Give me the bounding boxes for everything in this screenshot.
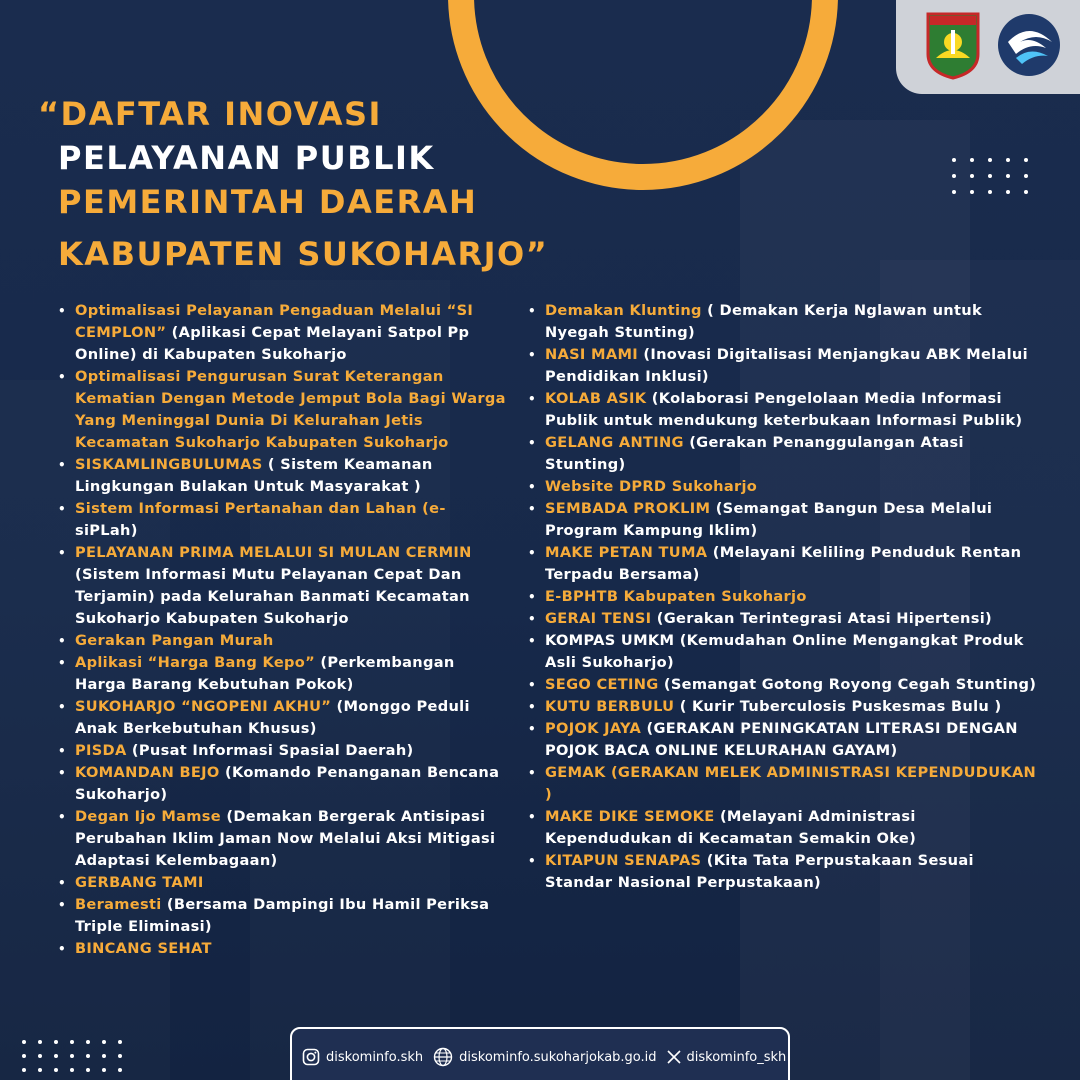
list-item: • SEGO CETING (Semangat Gotong Royong Cegah Stunting) [528, 674, 1038, 696]
list-item: • KOLAB ASIK (Kolaborasi Pengelolaan Media Informasi Publik untuk mendukung keterbukaan Informasi Publik) [528, 388, 1038, 432]
list-item: • SEMBADA PROKLIM (Semangat Bangun Desa Melalui Program Kampung Iklim) [528, 498, 1038, 542]
website-url: diskominfo.sukoharjokab.go.id [459, 1049, 657, 1065]
list-item: • KOMANDAN BEJO (Komando Penanganan Bencana Sukoharjo) [58, 762, 508, 806]
page-title [38, 92, 548, 276]
list-item: • PELAYANAN PRIMA MELALUI SI MULAN CERMIN (Sistem Informasi Mutu Pelayanan Cepat Dan Terjamin) pada Kelurahan Banmati Kecamatan Sukoharjo Kabupaten Sukoharjo [58, 542, 508, 630]
list-item: • KITAPUN SENAPAS (Kita Tata Perpustakaan Sesuai Standar Nasional Perpustakaan) [528, 850, 1038, 894]
list-item: • KUTU BERBULU ( Kurir Tuberculosis Puskesmas Bulu ) [528, 696, 1038, 718]
list-item: • SUKOHARJO “NGOPENI AKHU” (Monggo Peduli Anak Berkebutuhan Khusus) [58, 696, 508, 740]
list-item: • GERBANG TAMI [58, 872, 508, 894]
list-item: • Beramesti (Bersama Dampingi Ibu Hamil Periksa Triple Eliminasi) [58, 894, 508, 938]
list-item: • BINCANG SEHAT [58, 938, 508, 960]
list-item: • MAKE PETAN TUMA (Melayani Keliling Penduduk Rentan Terpadu Bersama) [528, 542, 1038, 586]
title-line-4: KABUPATEN SUKOHARJO” [58, 235, 549, 273]
list-item: • MAKE DIKE SEMOKE (Melayani Administrasi Kependudukan di Kecamatan Semakin Oke) [528, 806, 1038, 850]
innovation-list-left [58, 300, 508, 960]
logo-panel [896, 0, 1080, 94]
list-item: • Aplikasi “Harga Bang Kepo” (Perkembangan Harga Barang Kebutuhan Pokok) [58, 652, 508, 696]
x-icon [667, 1050, 681, 1064]
sukoharjo-crest-logo [926, 12, 980, 80]
list-item: • Sistem Informasi Pertanahan dan Lahan (e-siPLah) [58, 498, 508, 542]
list-item: • Optimalisasi Pelayanan Pengaduan Melalui “SI CEMPLON” (Aplikasi Cepat Melayani Satpol Pp Online) di Kabupaten Sukoharjo [58, 300, 508, 366]
list-item: • GERAI TENSI (Gerakan Terintegrasi Atasi Hipertensi) [528, 608, 1038, 630]
list-item: • NASI MAMI (Inovasi Digitalisasi Menjangkau ABK Melalui Pendidikan Inklusi) [528, 344, 1038, 388]
list-item: • Demakan Klunting ( Demakan Kerja Nglawan untuk Nyegah Stunting) [528, 300, 1038, 344]
decorative-dots-top-right [952, 158, 1028, 194]
title-line-2: PELAYANAN PUBLIK [58, 139, 435, 177]
website-link[interactable] [433, 1047, 656, 1067]
decorative-dots-bottom-left [22, 1040, 122, 1072]
list-item: • Optimalisasi Pengurusan Surat Keterangan Kematian Dengan Metode Jemput Bola Bagi Warga Yang Meninggal Dunia Di Kelurahan Jetis Kecamatan Sukoharjo Kabupaten Sukoharjo [58, 366, 508, 454]
kominfo-logo [996, 12, 1062, 78]
list-item: • E-BPHTB Kabupaten Sukoharjo [528, 586, 1038, 608]
instagram-link[interactable] [302, 1048, 423, 1066]
list-item: • PISDA (Pusat Informasi Spasial Daerah) [58, 740, 508, 762]
list-item: • POJOK JAYA (GERAKAN PENINGKATAN LITERASI DENGAN POJOK BACA ONLINE KELURAHAN GAYAM) [528, 718, 1038, 762]
title-line-3: PEMERINTAH DAERAH [58, 183, 478, 221]
list-item: • Gerakan Pangan Murah [58, 630, 508, 652]
title-line-1: “DAFTAR INOVASI [38, 95, 382, 133]
list-item: • Website DPRD Sukoharjo [528, 476, 1038, 498]
list-item: • GEMAK (GERAKAN MELEK ADMINISTRASI KEPENDUDUKAN ) [528, 762, 1038, 806]
instagram-icon [302, 1048, 320, 1066]
list-item: • SISKAMLINGBULUMAS ( Sistem Keamanan Lingkungan Bulakan Untuk Masyarakat ) [58, 454, 508, 498]
list-item: • KOMPAS UMKM (Kemudahan Online Mengangkat Produk Asli Sukoharjo) [528, 630, 1038, 674]
x-link[interactable] [667, 1050, 787, 1065]
social-footer [290, 1027, 790, 1080]
instagram-handle: diskominfo.skh [326, 1049, 424, 1065]
globe-icon [433, 1047, 453, 1067]
x-handle: diskominfo_skh [686, 1049, 787, 1065]
list-item: • Degan Ijo Mamse (Demakan Bergerak Antisipasi Perubahan Iklim Jaman Now Melalui Aksi Mitigasi Adaptasi Kelembagaan) [58, 806, 508, 872]
innovation-list-right [528, 300, 1038, 894]
list-item: • GELANG ANTING (Gerakan Penanggulangan Atasi Stunting) [528, 432, 1038, 476]
